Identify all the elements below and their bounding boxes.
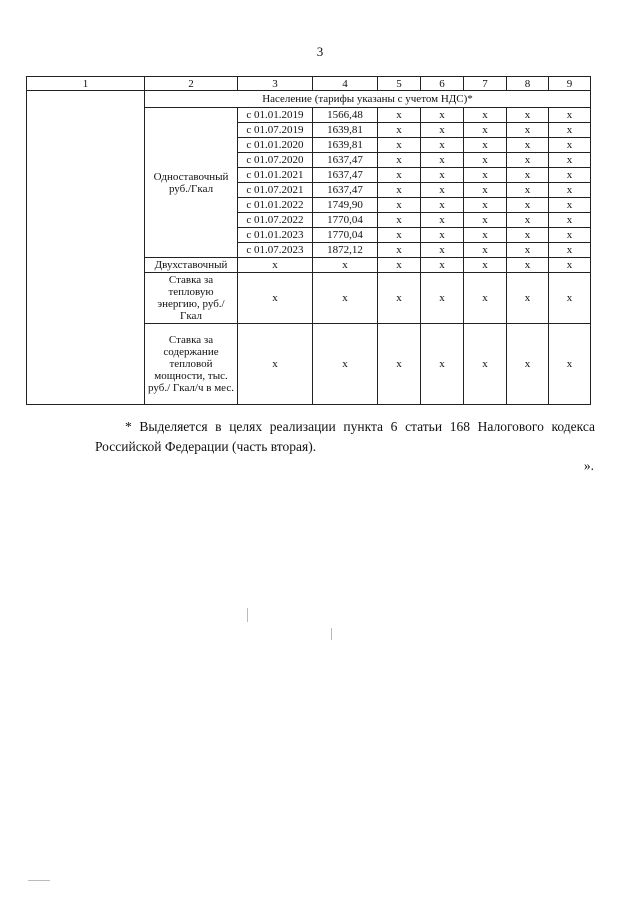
period-cell: с 01.07.2023 — [238, 243, 313, 258]
not-applicable-cell: x — [313, 273, 378, 324]
tariff-value-cell: 1566,48 — [313, 108, 378, 123]
tariff-value-cell: 1872,12 — [313, 243, 378, 258]
not-applicable-cell: x — [421, 153, 464, 168]
column-number: 6 — [421, 77, 464, 91]
not-applicable-cell: x — [464, 198, 507, 213]
period-cell: с 01.01.2022 — [238, 198, 313, 213]
not-applicable-cell: x — [507, 123, 549, 138]
not-applicable-cell: x — [378, 258, 421, 273]
scan-speck — [28, 880, 50, 881]
not-applicable-cell: x — [378, 138, 421, 153]
not-applicable-cell: x — [421, 108, 464, 123]
not-applicable-cell: x — [378, 153, 421, 168]
period-cell: с 01.07.2020 — [238, 153, 313, 168]
scan-speck — [331, 628, 332, 640]
not-applicable-cell: x — [507, 168, 549, 183]
empty-first-column — [27, 91, 145, 405]
column-number: 9 — [549, 77, 591, 91]
not-applicable-cell: x — [378, 108, 421, 123]
not-applicable-cell: x — [549, 108, 591, 123]
not-applicable-cell: x — [421, 228, 464, 243]
not-applicable-cell: x — [464, 273, 507, 324]
not-applicable-cell: x — [421, 213, 464, 228]
tariff-value-cell: 1770,04 — [313, 213, 378, 228]
not-applicable-cell: x — [313, 324, 378, 405]
not-applicable-cell: x — [421, 138, 464, 153]
column-number: 8 — [507, 77, 549, 91]
not-applicable-cell: x — [378, 213, 421, 228]
tariff-value-cell: 1637,47 — [313, 153, 378, 168]
not-applicable-cell: x — [421, 198, 464, 213]
not-applicable-cell: x — [549, 324, 591, 405]
not-applicable-cell: x — [507, 183, 549, 198]
not-applicable-cell: x — [549, 228, 591, 243]
not-applicable-cell: x — [549, 243, 591, 258]
not-applicable-cell: x — [421, 324, 464, 405]
not-applicable-cell: x — [464, 108, 507, 123]
not-applicable-cell: x — [507, 243, 549, 258]
not-applicable-cell: x — [378, 243, 421, 258]
column-number: 1 — [27, 77, 145, 91]
not-applicable-cell: x — [507, 213, 549, 228]
not-applicable-cell: x — [464, 183, 507, 198]
not-applicable-cell: x — [549, 123, 591, 138]
period-cell: с 01.01.2019 — [238, 108, 313, 123]
not-applicable-cell: x — [378, 324, 421, 405]
not-applicable-cell: x — [549, 213, 591, 228]
closing-mark: ». — [583, 458, 594, 473]
period-cell: с 01.07.2021 — [238, 183, 313, 198]
not-applicable-cell: x — [378, 183, 421, 198]
not-applicable-cell: x — [464, 138, 507, 153]
not-applicable-cell: x — [507, 108, 549, 123]
not-applicable-cell: x — [421, 273, 464, 324]
not-applicable-cell: x — [507, 324, 549, 405]
two-part-tariff-label: Двухставочный — [145, 258, 238, 273]
one-part-tariff-label: Одноставочный руб./Гкал — [145, 108, 238, 258]
tariff-value-cell: 1637,47 — [313, 168, 378, 183]
not-applicable-cell: x — [549, 138, 591, 153]
not-applicable-cell: x — [238, 324, 313, 405]
section-title: Население (тарифы указаны с учетом НДС)* — [145, 91, 591, 108]
column-number-row — [27, 77, 591, 91]
not-applicable-cell: x — [421, 258, 464, 273]
tariff-value-cell: 1637,47 — [313, 183, 378, 198]
not-applicable-cell: x — [464, 324, 507, 405]
not-applicable-cell: x — [421, 243, 464, 258]
period-cell: с 01.01.2023 — [238, 228, 313, 243]
not-applicable-cell: x — [464, 213, 507, 228]
period-cell: с 01.01.2020 — [238, 138, 313, 153]
not-applicable-cell: x — [464, 123, 507, 138]
period-cell: с 01.07.2019 — [238, 123, 313, 138]
section-row — [27, 91, 591, 108]
not-applicable-cell: x — [549, 258, 591, 273]
column-number: 7 — [464, 77, 507, 91]
not-applicable-cell: x — [378, 168, 421, 183]
tariff-value-cell: 1770,04 — [313, 228, 378, 243]
energy-rate-label: Ставка за тепловую энергию, руб./Гкал — [145, 273, 238, 324]
not-applicable-cell: x — [549, 273, 591, 324]
not-applicable-cell: x — [507, 153, 549, 168]
not-applicable-cell: x — [507, 273, 549, 324]
column-number: 5 — [378, 77, 421, 91]
not-applicable-cell: x — [549, 153, 591, 168]
not-applicable-cell: x — [421, 123, 464, 138]
not-applicable-cell: x — [507, 228, 549, 243]
not-applicable-cell: x — [507, 258, 549, 273]
not-applicable-cell: x — [378, 123, 421, 138]
not-applicable-cell: x — [464, 258, 507, 273]
column-number: 2 — [145, 77, 238, 91]
not-applicable-cell: x — [464, 168, 507, 183]
page-number: 3 — [316, 44, 324, 59]
column-number: 4 — [313, 77, 378, 91]
not-applicable-cell: x — [238, 258, 313, 273]
not-applicable-cell: x — [507, 138, 549, 153]
not-applicable-cell: x — [421, 168, 464, 183]
tariff-value-cell: 1639,81 — [313, 138, 378, 153]
tariff-value-cell: 1639,81 — [313, 123, 378, 138]
period-cell: с 01.07.2022 — [238, 213, 313, 228]
not-applicable-cell: x — [378, 273, 421, 324]
capacity-rate-label: Ставка за содержание тепловой мощности, тыс. руб./ Гкал/ч в мес. — [145, 324, 238, 405]
not-applicable-cell: x — [464, 153, 507, 168]
not-applicable-cell: x — [549, 198, 591, 213]
scan-speck — [247, 608, 248, 622]
not-applicable-cell: x — [507, 198, 549, 213]
not-applicable-cell: x — [464, 243, 507, 258]
tariff-table — [26, 76, 591, 405]
not-applicable-cell: x — [378, 228, 421, 243]
column-number: 3 — [238, 77, 313, 91]
period-cell: с 01.01.2021 — [238, 168, 313, 183]
footnote: * Выделяется в целях реализации пункта 6 статьи 168 Налогового кодекса Российской Федерации (часть вторая). — [95, 419, 595, 454]
not-applicable-cell: x — [549, 168, 591, 183]
not-applicable-cell: x — [238, 273, 313, 324]
not-applicable-cell: x — [549, 183, 591, 198]
not-applicable-cell: x — [464, 228, 507, 243]
not-applicable-cell: x — [421, 183, 464, 198]
not-applicable-cell: x — [378, 198, 421, 213]
not-applicable-cell: x — [313, 258, 378, 273]
tariff-value-cell: 1749,90 — [313, 198, 378, 213]
